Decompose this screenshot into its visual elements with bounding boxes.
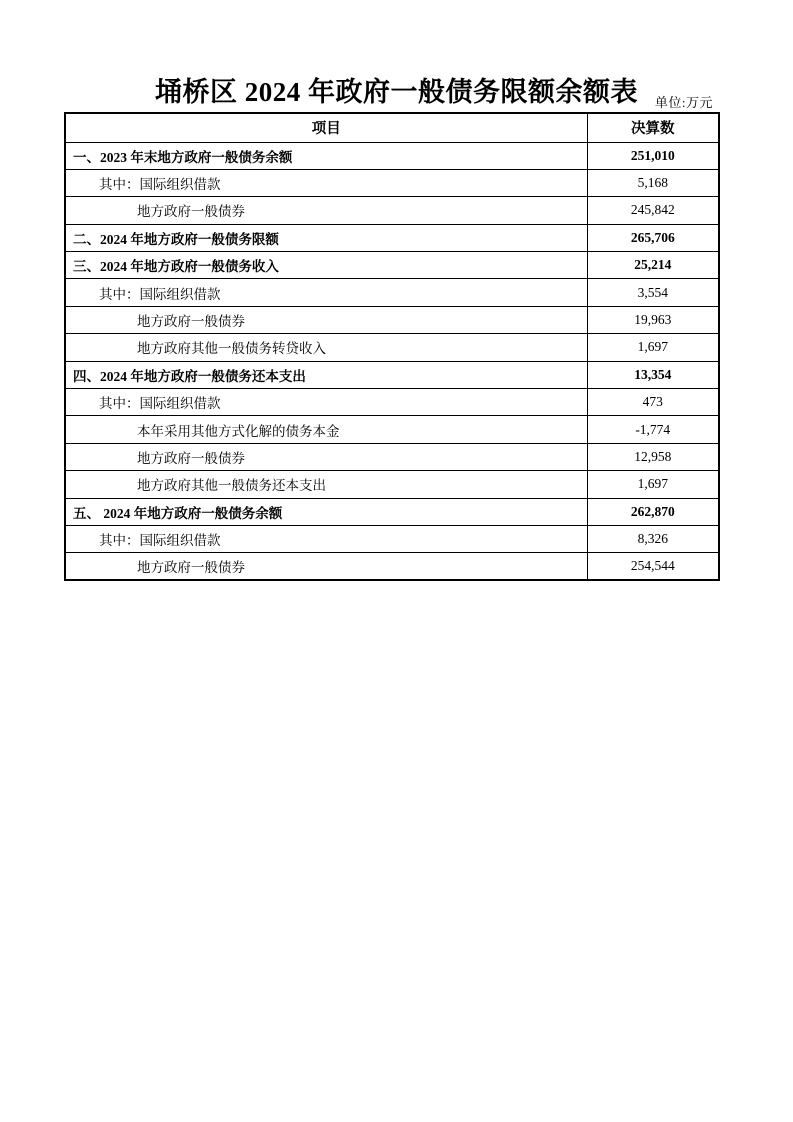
- table-header-row: [65, 113, 719, 142]
- row-value: -1,774: [587, 416, 719, 443]
- row-item-label: 本年采用其他方式化解的债务本金: [65, 416, 587, 443]
- table-row: [65, 334, 719, 361]
- row-item-label: 地方政府其他一般债务还本支出: [65, 471, 587, 498]
- row-item-label: 其中：国际组织借款: [65, 389, 587, 416]
- row-item-label: 二、2024 年地方政府一般债务限额: [65, 224, 587, 251]
- row-value: 245,842: [587, 197, 719, 224]
- table-row: [65, 361, 719, 388]
- table-row: [65, 471, 719, 498]
- table-row: [65, 498, 719, 525]
- table-row: [65, 306, 719, 333]
- row-item-label: 其中：国际组织借款: [65, 525, 587, 552]
- column-header-item: 项目: [65, 113, 587, 142]
- row-item-label: 地方政府其他一般债务转贷收入: [65, 334, 587, 361]
- unit-label: 单位:万元: [654, 95, 713, 110]
- row-item-label: 地方政府一般债券: [65, 443, 587, 470]
- row-value: 12,958: [587, 443, 719, 470]
- table-row: [65, 224, 719, 251]
- debt-limit-balance-table: [64, 112, 720, 581]
- row-value: 265,706: [587, 224, 719, 251]
- row-value: 3,554: [587, 279, 719, 306]
- row-value: 254,544: [587, 553, 719, 580]
- row-value: 19,963: [587, 306, 719, 333]
- row-item-label: 三、2024 年地方政府一般债务收入: [65, 252, 587, 279]
- table-row: [65, 279, 719, 306]
- row-item-label: 五、 2024 年地方政府一般债务余额: [65, 498, 587, 525]
- table-row: [65, 525, 719, 552]
- table-row: [65, 169, 719, 196]
- table-row: [65, 416, 719, 443]
- table-row: [65, 142, 719, 169]
- row-value: 262,870: [587, 498, 719, 525]
- row-value: 1,697: [587, 471, 719, 498]
- row-item-label: 地方政府一般债券: [65, 197, 587, 224]
- row-value: 13,354: [587, 361, 719, 388]
- row-value: 25,214: [587, 252, 719, 279]
- row-item-label: 四、2024 年地方政府一般债务还本支出: [65, 361, 587, 388]
- column-header-value: 决算数: [587, 113, 719, 142]
- row-item-label: 其中：国际组织借款: [65, 169, 587, 196]
- row-item-label: 地方政府一般债券: [65, 553, 587, 580]
- table-row: [65, 443, 719, 470]
- row-value: 473: [587, 389, 719, 416]
- table-row: [65, 553, 719, 580]
- table-row: [65, 389, 719, 416]
- row-item-label: 其中：国际组织借款: [65, 279, 587, 306]
- row-item-label: 一、2023 年末地方政府一般债务余额: [65, 142, 587, 169]
- table-row: [65, 252, 719, 279]
- page-title: 埇桥区 2024 年政府一般债务限额余额表: [155, 77, 638, 108]
- row-value: 5,168: [587, 169, 719, 196]
- row-value: 1,697: [587, 334, 719, 361]
- table-row: [65, 197, 719, 224]
- row-value: 8,326: [587, 525, 719, 552]
- row-value: 251,010: [587, 142, 719, 169]
- row-item-label: 地方政府一般债券: [65, 306, 587, 333]
